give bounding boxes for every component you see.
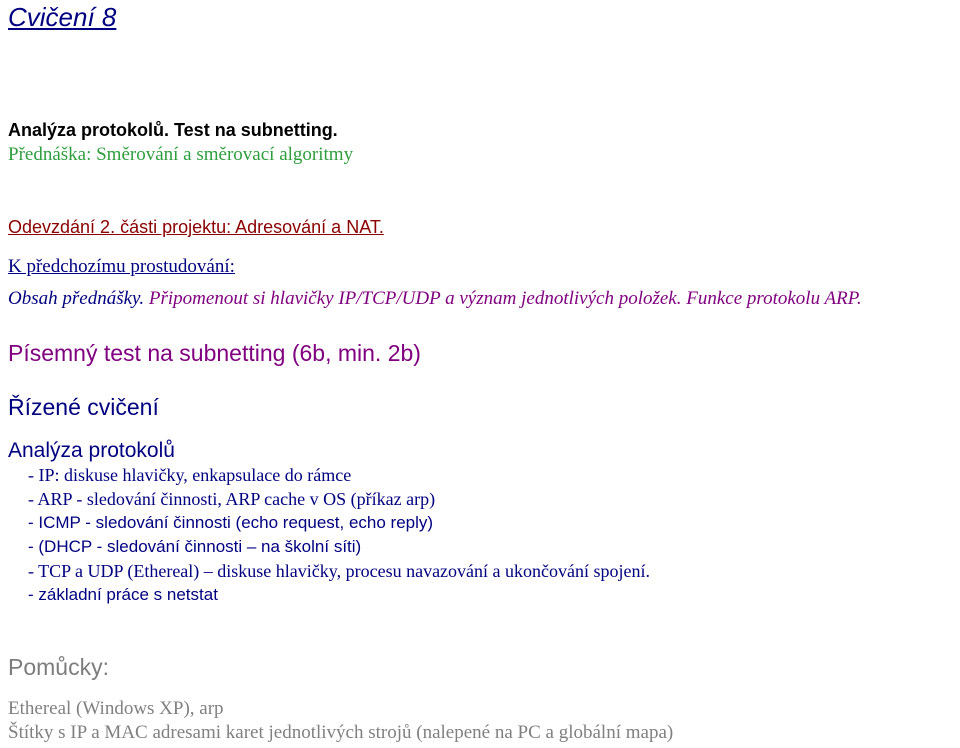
list-item: - IP: diskuse hlavičky, enkapsulace do rámce	[28, 465, 352, 485]
tools-line-2: Štítky s IP a MAC adresami karet jednotlivých strojů (nalepené na PC a globální mapa)	[8, 722, 674, 743]
exercise-subtitle: Analýza protokolů. Test na subnetting.	[8, 120, 338, 140]
submission-link[interactable]: Odevzdání 2. části projektu: Adresování a NAT.	[8, 217, 384, 237]
protocol-analysis-list	[28, 463, 650, 607]
prep-text	[8, 287, 862, 311]
list-item: - ICMP - sledování činnosti (echo request, echo reply)	[28, 513, 434, 532]
test-heading: Písemný test na subnetting (6b, min. 2b)	[8, 340, 421, 366]
lecture-topic: Přednáška: Směrování a směrovací algoritmy	[8, 144, 354, 165]
list-item: - ARP - sledování činnosti, ARP cache v OS (příkaz arp)	[28, 489, 436, 509]
protocol-analysis-heading: Analýza protokolů	[8, 439, 175, 462]
guided-exercise-heading: Řízené cvičení	[8, 394, 159, 420]
tools-line-1: Ethereal (Windows XP), arp	[8, 698, 224, 719]
list-item: - (DHCP - sledování činnosti – na školní síti)	[28, 537, 362, 556]
tools-heading: Pomůcky:	[8, 654, 109, 680]
prep-text-start: Obsah přednášky.	[8, 288, 145, 309]
list-item: - TCP a UDP (Ethereal) – diskuse hlavičky, procesu navazování a ukončování spojení.	[28, 561, 651, 581]
prep-heading: K předchozímu prostudování:	[8, 256, 235, 277]
page-title: Cvičení 8	[8, 2, 117, 32]
list-item: - základní práce s netstat	[28, 585, 218, 604]
prep-text-rest: Připomenout si hlavičky IP/TCP/UDP a význam jednotlivých položek. Funkce protokolu ARP.	[144, 288, 862, 309]
